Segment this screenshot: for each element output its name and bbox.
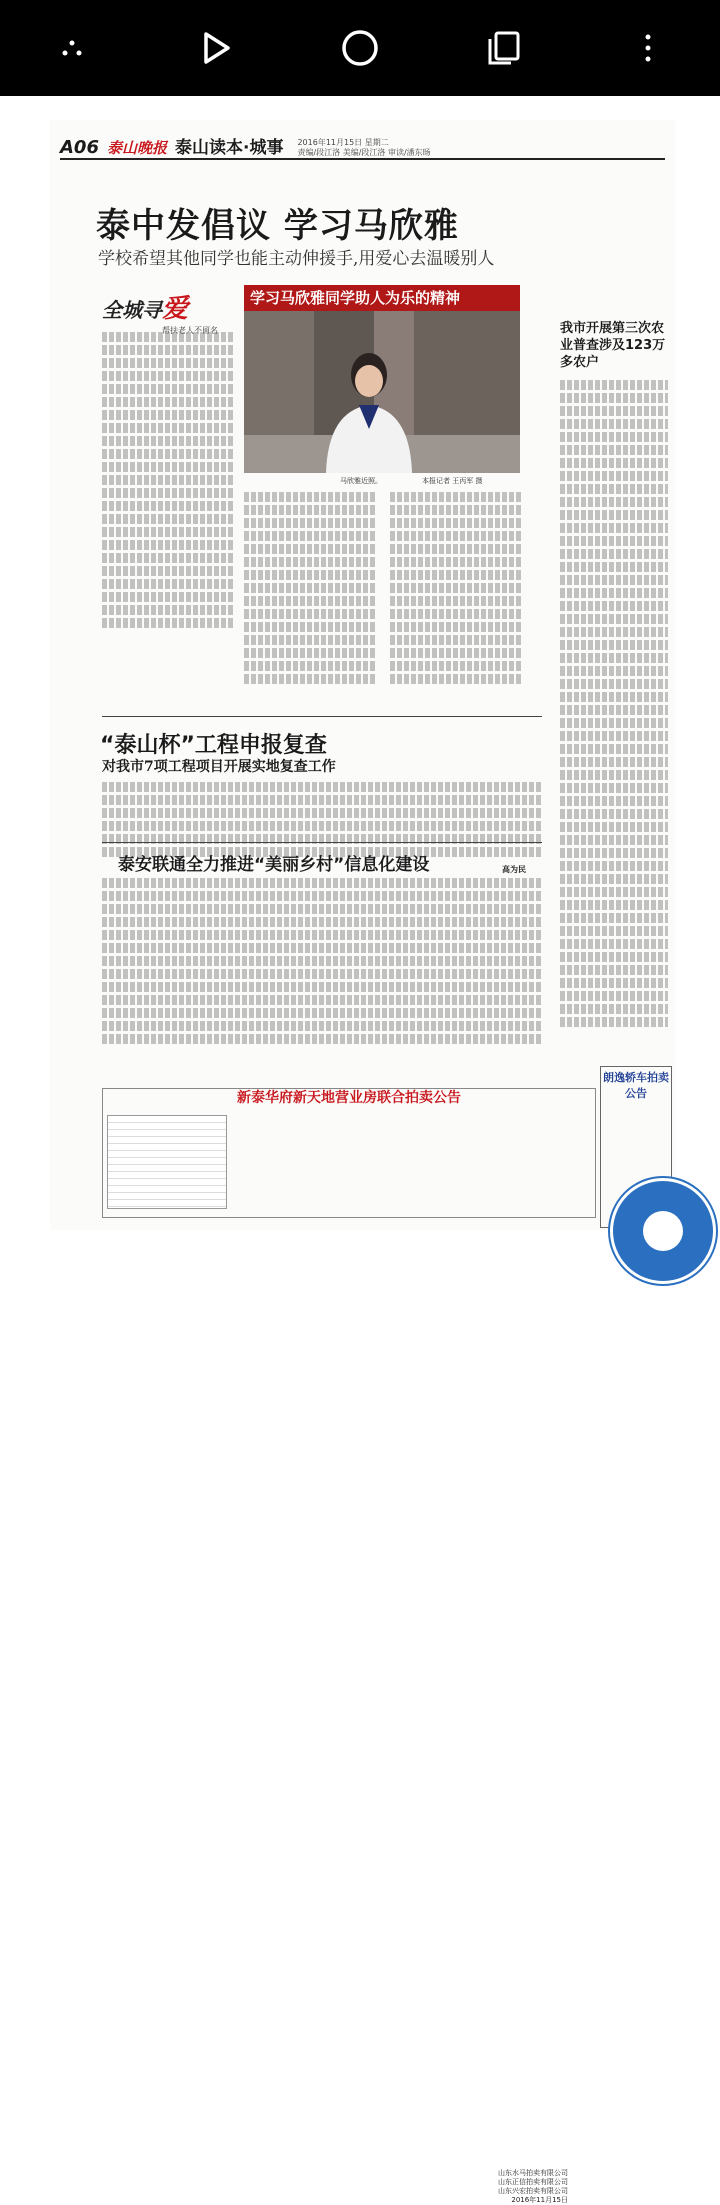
more-vert-icon[interactable] (618, 18, 678, 78)
page-header (60, 132, 665, 160)
body-text-col2 (244, 492, 376, 687)
page-number: A06 (60, 137, 99, 158)
paper-name: 泰山晚报 (106, 139, 167, 157)
second-body (102, 782, 542, 860)
side-story-body (560, 380, 668, 1030)
column-logo: 全城寻爱 帮扶老人不留名 (102, 294, 218, 335)
shop-auction-ad (102, 1088, 596, 2204)
second-headline: “泰山杯”工程申报复查 (100, 733, 327, 758)
side-story-title: 我市开展第三次农业普查涉及123万多农户 (560, 321, 666, 370)
dots-icon[interactable] (42, 18, 102, 78)
play-triangle-icon[interactable] (186, 18, 246, 78)
second-subhead: 对我市7项工程项目开展实地复查工作 (102, 759, 336, 775)
photo-caption: 马欣雅近照。 本报记者 王丙军 摄 (340, 477, 483, 485)
divider (102, 842, 542, 843)
main-subhead: 学校希望其他同学也能主动伸援手,用爱心去温暖别人 (98, 249, 495, 269)
main-headline: 泰中发倡议 学习马欣雅 (96, 206, 459, 246)
third-author: 高为民 (502, 865, 526, 874)
body-text-col1 (102, 332, 234, 631)
shop-auction-title: 新泰华府新天地营业房联合拍卖公告 (237, 1090, 461, 1106)
auction-signatures: 山东水马拍卖有限公司 山东正信拍卖有限公司 山东兴宏拍卖有限公司 2016年11月15日 (498, 2169, 568, 2204)
third-headline: 泰安联通全力推进“美丽乡村”信息化建设 (118, 855, 430, 875)
newspaper-page[interactable] (50, 120, 675, 2204)
third-body (102, 878, 542, 1047)
auction-table (107, 1115, 227, 1209)
divider (102, 716, 542, 717)
car-auction-title: 朗逸轿车拍卖公告 (603, 1071, 669, 1100)
school-seal-icon (610, 1178, 716, 1284)
home-circle-icon[interactable] (330, 18, 390, 78)
body-text-col3 (390, 492, 522, 687)
navigation-bar (0, 0, 720, 96)
section-title: 泰山读本·城事 (175, 138, 284, 158)
header-meta: 2016年11月15日 星期二 责编/段江洛 美编/段江洛 审读/潘东旸 (297, 138, 431, 157)
photo-banner: 学习马欣雅同学助人为乐的精神 (244, 285, 520, 311)
news-photo (244, 285, 520, 473)
recents-square-icon[interactable] (474, 18, 534, 78)
